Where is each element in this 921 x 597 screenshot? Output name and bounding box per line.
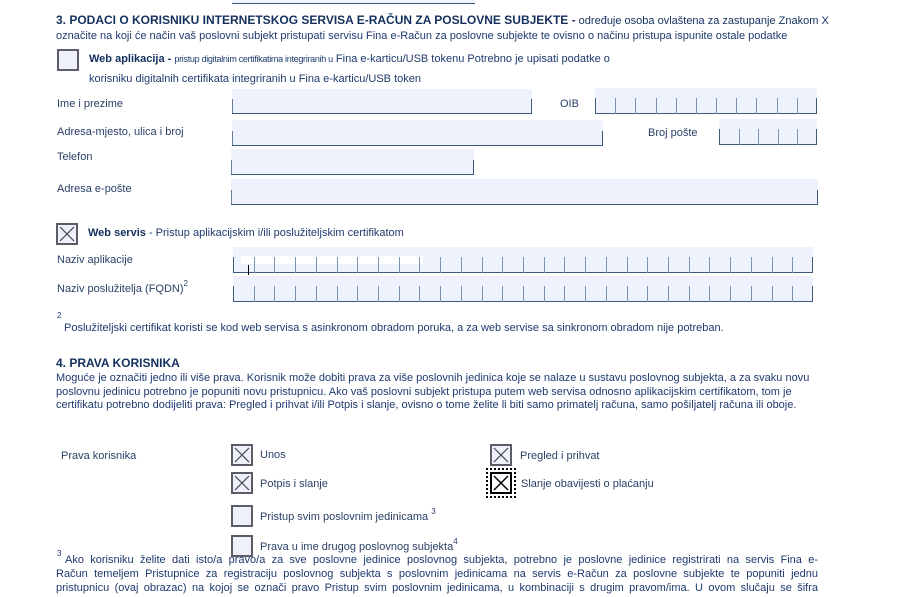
comb-cell-divider (357, 286, 358, 302)
comb-cell-divider (378, 286, 379, 302)
section4-heading: 4. PRAVA KORISNIKA (56, 356, 180, 370)
comb-cell-divider (812, 257, 813, 273)
previous-comb-field[interactable] (232, 0, 475, 4)
web-app-description: Web aplikacija - pristup digitalnim certifikatima integriranih u Fina e-karticu/USB tokenu Potrebno je upisati podatke o (89, 53, 610, 65)
x-mark-icon (58, 225, 76, 243)
comb-cell-divider (399, 257, 400, 273)
comb-cell-divider (627, 286, 628, 302)
comb-cell-divider (647, 286, 648, 302)
comb-cell-divider (751, 257, 752, 273)
name-input[interactable] (232, 89, 532, 114)
comb-cell-divider (689, 286, 690, 302)
web-app-checkbox[interactable] (57, 49, 79, 71)
comb-cell-divider (615, 98, 616, 114)
comb-cell-divider (812, 286, 813, 302)
postal-label: Broj pošte (648, 127, 698, 139)
email-label: Adresa e-pošte (57, 183, 132, 195)
comb-cell-divider (709, 286, 710, 302)
comb-cell-divider (399, 286, 400, 302)
phone-input[interactable] (231, 149, 474, 175)
x-mark-icon (492, 446, 510, 464)
section3-heading (56, 13, 829, 27)
x-mark-icon (233, 446, 251, 464)
comb-cell-divider (254, 257, 255, 273)
footnote-2-text: Poslužiteljski certifikat koristi se kod web servisa s asinkronom obradom poruka, a za web servise sa sinkronom obradom nije potreban. (64, 322, 724, 334)
rights-label: Prava korisnika (61, 450, 137, 462)
oib-input[interactable] (595, 88, 817, 114)
right-pregled-label: Pregled i prihvat (520, 450, 600, 462)
comb-cell-divider (739, 129, 740, 145)
oib-label: OIB (560, 98, 579, 110)
section3-title-suffix: određuje osoba ovlaštena za zastupanje Znakom X (575, 15, 829, 27)
comb-cell-divider (233, 257, 234, 273)
comb-cell-divider (816, 98, 817, 114)
comb-cell-divider (730, 286, 731, 302)
comb-cell-divider (772, 257, 773, 273)
comb-cell-divider (730, 257, 731, 273)
comb-cell-divider (656, 98, 657, 114)
footnote-3-mark: 3 (57, 549, 62, 558)
comb-cell-divider (606, 257, 607, 273)
comb-cell-divider (647, 257, 648, 273)
comb-cell-divider (696, 98, 697, 114)
x-mark-icon (233, 474, 251, 492)
address-label: Adresa-mjesto, ulica i broj (57, 126, 184, 138)
comb-cell-divider (337, 286, 338, 302)
footnote-2: 2 (57, 311, 62, 320)
right-pregled-checkbox[interactable] (490, 444, 512, 466)
comb-cell-divider (440, 257, 441, 273)
comb-cell-divider (668, 257, 669, 273)
comb-cell-divider (595, 98, 596, 114)
web-service-checkbox[interactable] (56, 223, 78, 245)
right-payment-notice-checkbox[interactable] (490, 472, 512, 494)
comb-cell-divider (502, 286, 503, 302)
comb-cell-divider (816, 129, 817, 145)
phone-label: Telefon (57, 151, 93, 163)
comb-cell-divider (797, 98, 798, 114)
comb-cell-divider (751, 286, 752, 302)
comb-cell-divider (482, 286, 483, 302)
comb-cell-divider (337, 257, 338, 273)
comb-cell-divider (668, 286, 669, 302)
x-mark-icon (492, 474, 510, 492)
right-unos-checkbox[interactable] (231, 444, 253, 466)
comb-cell-divider (316, 257, 317, 273)
right-other-entity-label: Prava u ime drugog poslovnog subjekta$^4$ (260, 537, 458, 553)
comb-cell-divider (719, 129, 720, 145)
right-potpis-checkbox[interactable] (231, 472, 253, 494)
comb-cell-divider (627, 257, 628, 273)
comb-cell-divider (635, 98, 636, 114)
right-all-units-checkbox[interactable] (231, 505, 253, 527)
comb-cell-divider (736, 98, 737, 114)
comb-cell-divider (316, 286, 317, 302)
comb-cell-divider (502, 257, 503, 273)
redacted-area (241, 256, 423, 264)
address-input[interactable] (232, 120, 603, 146)
section4-paragraph: Moguće je označiti jedno ili više prava. Korisnik može dobiti prava za više poslovnih jedinica koje se nalaze u sustavu poslovnog subjekta, a za svaku novu poslovnu jedinicu potrebno je popuniti novu pristupnicu. Ako vaš poslovni subjekt pristupa putem web servisa odnosno aplikacijskim certifikatom, tom je certifikatu potrebno dodijeliti prava: Pregled i prihvat i/ili Potpis i slanje, ovisno o tome želite li biti samo primatelj računa, samo pošiljatelj računa ili oboje. (56, 372, 810, 411)
comb-cell-divider (523, 257, 524, 273)
right-all-units-label: Pristup svim poslovnim jedinicama $^3$ (260, 507, 436, 523)
comb-cell-divider (440, 286, 441, 302)
server-name-input[interactable] (233, 276, 813, 302)
comb-cell-divider (585, 257, 586, 273)
footnote-3-cont: Račun temeljem Pristupnice za registraciju poslovnog subjekta s poslovnim jedinicama na servis e-Račun za poslovne subjekte te popuniti jednu pristupnicu (ovaj obrazac) na kojoj se označi pravo Pristup svim poslovnim jedinicama, u kombinaciji s drugim pravom/ima. U ovom slučaju se šifra (56, 568, 818, 594)
comb-cell-divider (295, 257, 296, 273)
comb-cell-divider (564, 257, 565, 273)
text-cursor (248, 265, 249, 275)
app-name-label: Naziv aplikacije (57, 254, 133, 266)
footnote-3: Ako korisniku želite dati isto/a pravo/a za sve poslovne jedinice poslovnog subjekta, potrebno je poslovne jedinice registrirati na servis Fina e- (65, 554, 818, 566)
comb-cell-divider (419, 257, 420, 273)
name-label: Ime i prezime (57, 98, 124, 110)
web-app-description-2: korisniku digitalnih certifikata integriranih u Fina e-karticu/USB token (89, 73, 421, 85)
comb-cell-divider (772, 286, 773, 302)
comb-cell-divider (606, 286, 607, 302)
comb-cell-divider (758, 129, 759, 145)
comb-cell-divider (274, 257, 275, 273)
comb-cell-divider (233, 286, 234, 302)
right-unos-label: Unos (260, 449, 286, 461)
comb-cell-divider (482, 257, 483, 273)
comb-cell-divider (777, 98, 778, 114)
comb-cell-divider (709, 257, 710, 273)
comb-cell-divider (797, 129, 798, 145)
comb-cell-divider (461, 257, 462, 273)
right-payment-notice-label: Slanje obavijesti o plaćanju (521, 478, 654, 490)
comb-cell-divider (378, 257, 379, 273)
comb-cell-divider (564, 286, 565, 302)
app-name-input[interactable] (233, 247, 813, 273)
comb-cell-divider (357, 257, 358, 273)
comb-cell-divider (295, 286, 296, 302)
comb-cell-divider (419, 286, 420, 302)
web-service-label: Web servis (88, 227, 146, 239)
comb-cell-divider (585, 286, 586, 302)
comb-cell-divider (461, 286, 462, 302)
web-service-description: Web servis - Pristup aplikacijskim i/ili poslužiteljskim certifikatom (88, 227, 404, 239)
comb-cell-divider (778, 129, 779, 145)
comb-cell-divider (274, 286, 275, 302)
comb-cell-divider (254, 286, 255, 302)
comb-cell-divider (689, 257, 690, 273)
comb-cell-divider (792, 286, 793, 302)
section3-subline: označite na koji će način vaš poslovni subjekt pristupati servisu Fina e-Račun za poslovne subjekte te ovisno o načinu pristupa ispunite ostale podatke (56, 30, 788, 42)
right-potpis-label: Potpis i slanje (260, 478, 328, 490)
comb-cell-divider (544, 286, 545, 302)
comb-cell-divider (716, 98, 717, 114)
email-input[interactable] (231, 179, 818, 205)
comb-cell-divider (676, 98, 677, 114)
comb-cell-divider (523, 286, 524, 302)
web-app-label: Web aplikacija (89, 53, 165, 65)
comb-cell-divider (756, 98, 757, 114)
comb-cell-divider (544, 257, 545, 273)
section3-title: 3. PODACI O KORISNIKU INTERNETSKOG SERVISA E-RAČUN ZA POSLOVNE SUBJEKTE - (56, 13, 576, 27)
comb-cell-divider (792, 257, 793, 273)
server-name-label: Naziv poslužitelja (FQDN)$^2$ (57, 279, 188, 295)
postal-code-input[interactable] (719, 119, 817, 145)
